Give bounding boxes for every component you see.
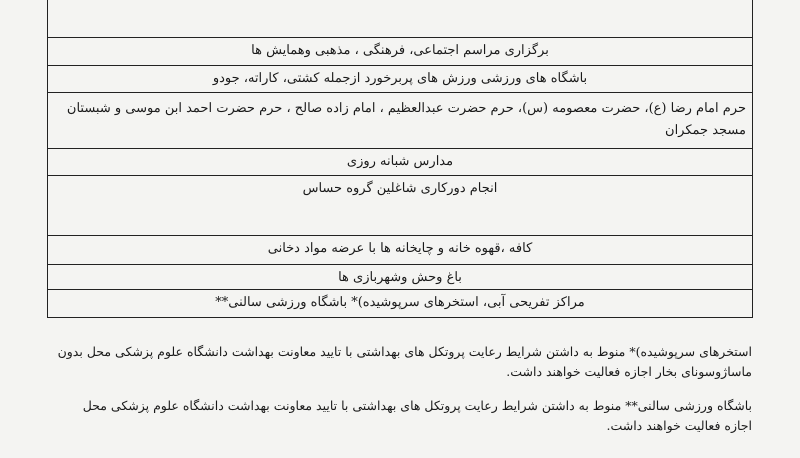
table-row [48,264,752,289]
footnote-gyms: باشگاه ورزشی سالنی** منوط به داشتن شرایط رعایت پروتکل های بهداشتی با تایید معاونت بهداشت دانشگاه علوم پزشکی محل اجازه فعالیت خواهند داشت. [82,398,752,433]
table-row [48,0,752,37]
footnote-pools: استخرهای سرپوشیده)* منوط به داشتن شرایط رعایت پروتکل های بهداشتی با تایید معاونت بهداشت دانشگاه علوم پزشکی محل بدون ماساژوسونای بخار اجازه فعالیت خواهند داشت. [57,344,752,379]
row-text: حرم امام رضا (ع)، حضرت معصومه (س)، حرم حضرت عبدالعظیم ، امام زاده صالح ، حرم حضرت احمد ابن موسی و شبستان مسجد جمکران [66,101,746,138]
row-text: انجام دورکاری شاغلین گروه حساس [302,181,498,196]
table-row [48,289,752,317]
row-text: باغ وحش وشهربازی ها [338,270,462,285]
table-row [48,148,752,175]
footnotes [55,342,752,450]
table-row [48,235,752,264]
row-text: مدارس شبانه روزی [346,154,454,169]
table-row [48,175,752,235]
table-row [48,92,752,148]
row-text: کافه ،قهوه خانه و چایخانه ها با عرضه مواد دخانی [267,241,533,256]
row-text: برگزاری مراسم اجتماعی، فرهنگی ، مذهبی وهمایش ها [251,43,549,58]
restrictions-table [47,0,753,318]
table-row [48,65,752,92]
row-text: باشگاه های ورزشی ورزش های پربرخورد ازجمله کشتی، کاراته، جودو [212,71,588,86]
table-row [48,37,752,65]
row-text: مراکز تفریحی آبی، استخرهای سرپوشیده)* باشگاه ورزشی سالنی** [215,295,585,310]
